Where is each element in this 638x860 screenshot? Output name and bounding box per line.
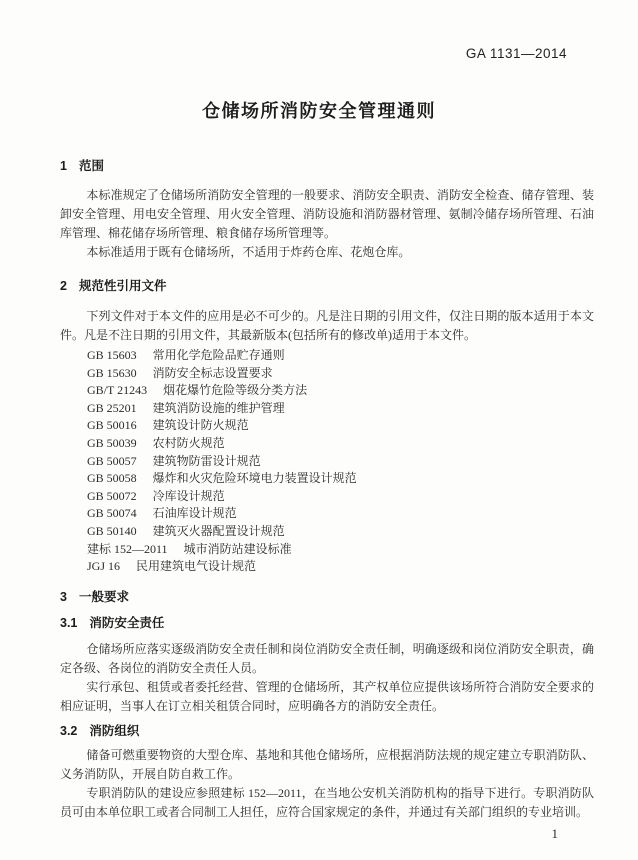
subsection-number: 3.1 [60,615,78,630]
reference-title: 烟花爆竹危险等级分类方法 [163,383,308,398]
paragraph: 本标准适用于既有仓储场所，不适用于炸药仓库、花炮仓库。 [86,245,411,259]
reference-title: 农村防火规范 [152,435,225,450]
section-number: 1 [60,159,67,173]
reference-code: GB 15630 [87,365,137,380]
reference-title: 爆炸和火灾危险环境电力装置设计规范 [152,471,357,486]
section-heading-general-requirements [60,588,594,606]
section-heading-label: 一般要求 [78,589,129,604]
subsection-heading-label: 消防组织 [89,723,140,738]
reference-list [60,347,594,576]
paragraph: 专职消防队的建设应参照建标 152—2011，在当地公安机关消防机构的指导下进行。专职消防队员可由本单位职工或者合同制工人担任，应符合国家规定的条件，并通过有关部门组织的专业培训。 [60,785,594,819]
section-number: 2 [60,279,67,293]
section-heading-label: 范围 [78,159,104,173]
reference-item [60,417,594,435]
reference-title: 石油库设计规范 [152,506,237,521]
subsection-number: 3.2 [60,723,78,738]
paragraph: 仓储场所应落实逐级消防安全责任制和岗位消防安全责任制，明确逐级和岗位消防安全职责，确定各级、各岗位的消防安全责任人员。 [60,641,594,675]
paragraph: 下列文件对于本文件的应用是必不可少的。凡是注日期的引用文件，仅注日期的版本适用于本文件。凡是不注日期的引用文件，其最新版本(包括所有的修改单)适用于本文件。 [60,309,594,342]
reference-item [60,365,594,383]
paragraph: 储备可燃重要物资的大型仓库、基地和其他仓储场所，应根据消防法规的规定建立专职消防队、义务消防队，开展自防自救工作。 [60,747,594,781]
subsection-heading-fire-organization [60,722,594,740]
reference-title: 建筑消防设施的维护管理 [152,400,285,415]
reference-item [60,382,594,400]
section-heading-normative-references [60,277,594,295]
reference-title: 建筑灭火器配置设计规范 [152,523,285,538]
section-heading-scope [60,157,594,175]
reference-title: 建筑设计防火规范 [152,418,249,433]
reference-title: 常用化学危险品贮存通则 [152,348,285,362]
section-number: 3 [60,589,67,604]
reference-item [60,488,594,506]
reference-code: GB 25201 [87,400,137,415]
reference-item [60,505,594,523]
standard-code: GA 1131—2014 [465,46,567,61]
reference-code: GB 50016 [87,418,137,433]
reference-title: 民用建筑电气设计规范 [136,559,257,574]
document-body [60,148,594,822]
subsection-heading-fire-safety-responsibility [60,614,594,632]
reference-item [60,470,594,488]
reference-item [60,558,594,576]
reference-code: GB 15603 [87,348,137,362]
reference-item [60,541,594,559]
reference-code: GB 50057 [87,453,137,468]
paragraph: 本标准规定了仓储场所消防安全管理的一般要求、消防安全职责、消防安全检查、储存管理、装卸安全管理、用电安全管理、用火安全管理、消防设施和消防器材管理、氨制冷储存场所管理、石油库管理、棉花储存场所管理、粮食储存场所管理等。 [60,188,594,240]
paragraph: 实行承包、租赁或者委托经营、管理的仓储场所，其产权单位应提供该场所符合消防安全要求的相应证明，当事人在订立相关租赁合同时，应明确各方的消防安全责任。 [60,679,594,713]
reference-code: GB 50058 [87,471,137,486]
reference-code: GB 50074 [87,506,137,521]
subsection-heading-label: 消防安全责任 [89,615,165,630]
reference-item [60,523,594,541]
reference-code: GB 50039 [87,435,137,450]
reference-code: JGJ 16 [87,559,121,574]
reference-title: 冷库设计规范 [152,488,225,503]
section-heading-label: 规范性引用文件 [78,279,167,293]
reference-code: GB/T 21243 [87,383,148,398]
reference-item [60,347,594,365]
reference-title: 城市消防站建设标准 [183,541,292,556]
reference-code: GB 50140 [87,523,137,538]
reference-code: 建标 152—2011 [87,541,168,556]
page-number: 1 [551,826,558,841]
reference-item [60,400,594,418]
reference-item [60,453,594,471]
reference-item [60,435,594,453]
reference-title: 建筑物防雷设计规范 [152,453,261,468]
reference-code: GB 50072 [87,488,137,503]
reference-title: 消防安全标志设置要求 [152,365,273,380]
document-title: 仓储场所消防安全管理通则 [202,101,436,121]
